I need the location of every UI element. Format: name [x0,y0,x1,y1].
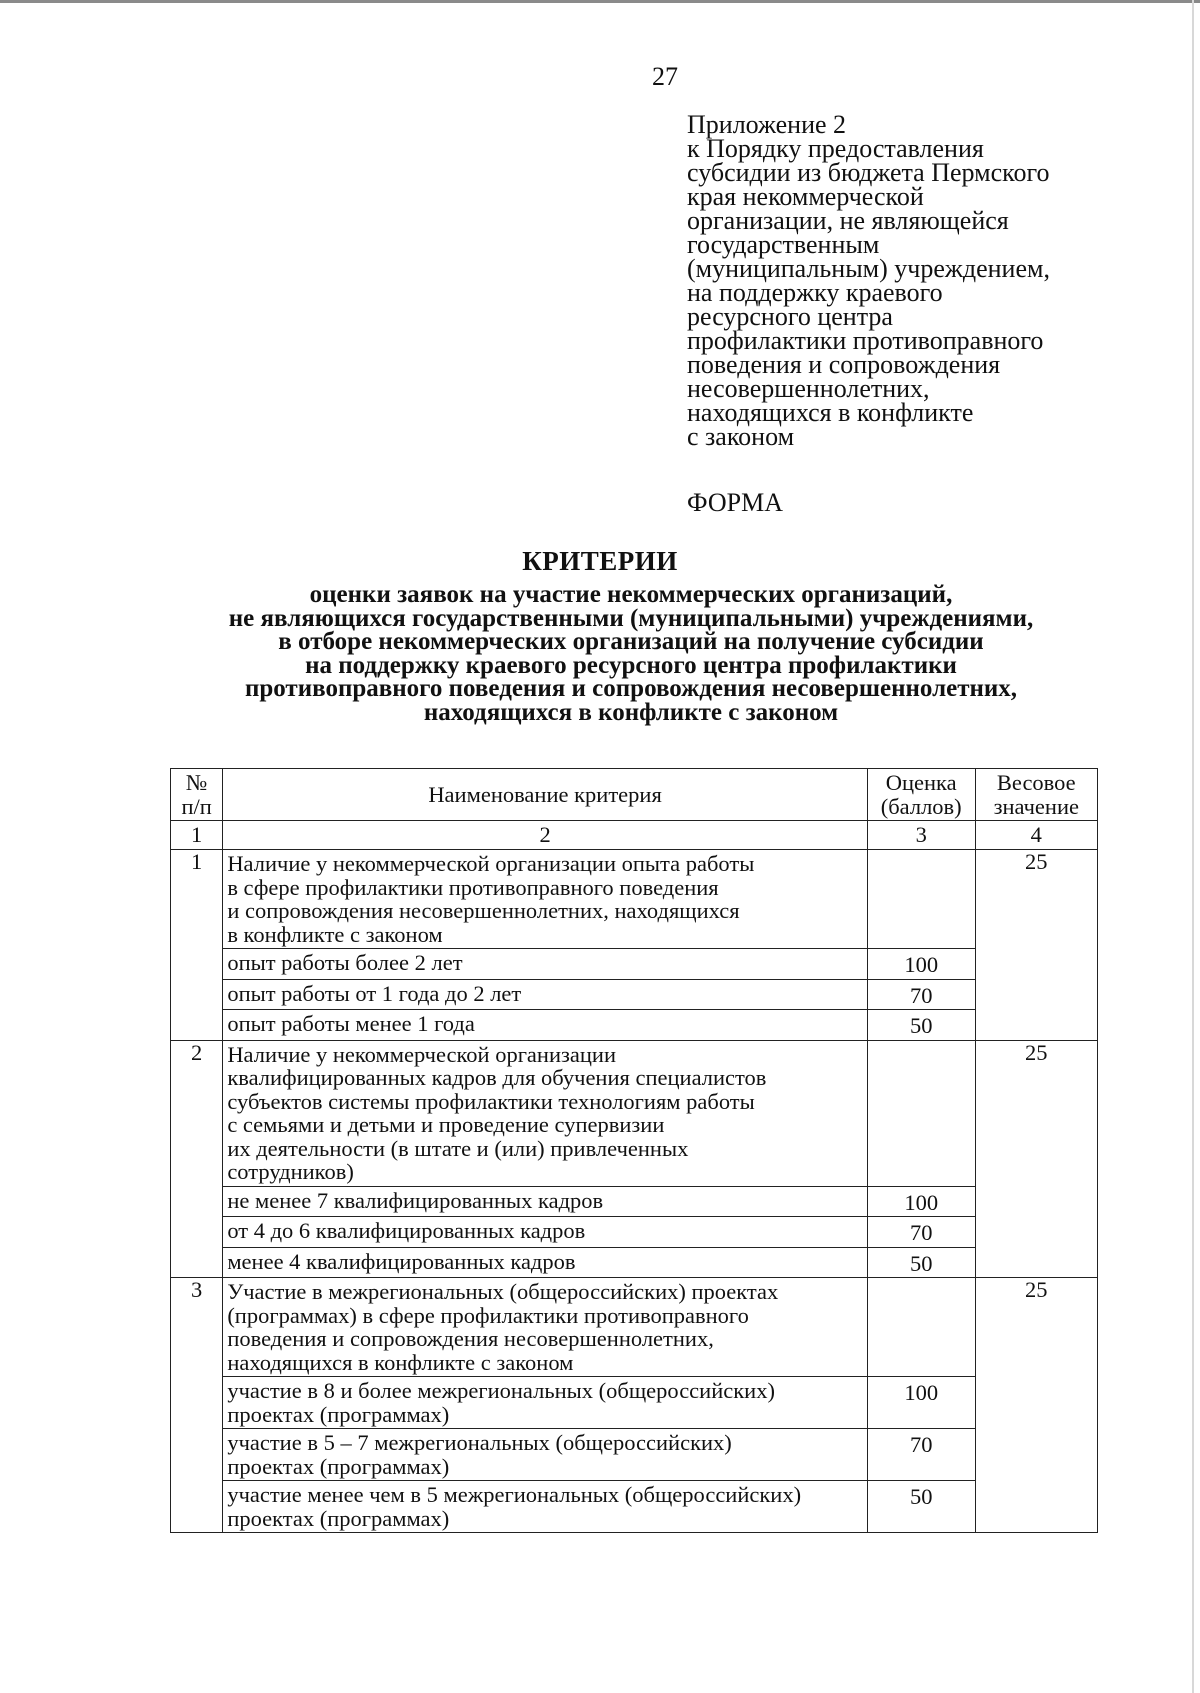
subtitle-line: оценки заявок на участие некоммерческих организаций, [309,581,953,608]
document-title: КРИТЕРИИ [522,546,678,576]
option-score: 100 [867,1377,975,1429]
option-label: опыт работы менее 1 года [223,1010,868,1041]
header-name: Наименование критерия [223,769,868,821]
table-header-row [171,769,1098,821]
option-label: не менее 7 квалифицированных кадров [223,1186,868,1217]
appendix-line: ресурсного центра [687,302,893,331]
option-score: 50 [867,1247,975,1278]
appendix-line: несовершеннолетних, [687,374,930,403]
appendix-line: на поддержку краевого [687,278,943,307]
appendix-line: Приложение 2 [687,110,847,139]
option-score: 70 [867,979,975,1010]
criterion-weight: 25 [975,1040,1097,1278]
criterion-name: Наличие у некоммерческой организации квалифицированных кадров для обучения специалистов субъектов системы профилактики технологиям работы с семьями и детьми и проведение супервизии их деятельности (в штате и (или) привлеченных сотрудников) [223,1040,868,1186]
column-index-row [171,821,1098,850]
option-score: 100 [867,949,975,980]
scan-right-edge [1192,0,1194,1693]
option-score: 70 [867,1217,975,1248]
header-weight: Весовое значение [975,769,1097,821]
criterion-weight: 25 [975,850,1097,1041]
column-index: 3 [867,821,975,850]
option-label: от 4 до 6 квалифицированных кадров [223,1217,868,1248]
criterion-number: 1 [171,850,223,1041]
column-index: 2 [223,821,868,850]
criterion-score-empty [867,850,975,949]
appendix-line: профилактики противоправного [687,326,1044,355]
appendix-line: края некоммерческой [687,182,924,211]
form-label: ФОРМА [687,488,783,517]
criterion-name: Наличие у некоммерческой организации опыта работы в сфере профилактики противоправного поведения и сопровождения несовершеннолетних, находящихся в конфликте с законом [223,850,868,949]
option-row [171,1217,1098,1248]
appendix-line: находящихся в конфликте [687,398,974,427]
subtitle-line: противоправного поведения и сопровождения несовершеннолетних, [244,675,1018,702]
scan-top-edge [0,0,1200,3]
header-score: Оценка (баллов) [867,769,975,821]
appendix-block [687,110,1107,451]
criterion-score-empty [867,1040,975,1186]
appendix-line: к Порядку предоставления [687,134,984,163]
appendix-line: государственным [687,230,880,259]
option-score: 50 [867,1010,975,1041]
criterion-row [171,850,1098,949]
subtitle-line: не являющихся государственными (муниципальными) учреждениями, [228,604,1034,632]
criteria-table [170,768,1098,1533]
criterion-number: 2 [171,1040,223,1278]
option-row [171,979,1098,1010]
appendix-line: поведения и сопровождения [687,350,1001,379]
appendix-line: организации, не являющейся [687,206,1009,235]
option-label: менее 4 квалифицированных кадров [223,1247,868,1278]
option-label: участие менее чем в 5 межрегиональных (общероссийских) проектах (программах) [223,1481,868,1533]
criterion-row [171,1278,1098,1377]
criterion-row [171,1040,1098,1186]
option-row [171,1481,1098,1533]
criterion-name: Участие в межрегиональных (общероссийских) проектах (программах) в сфере профилактики противоправного поведения и сопровождения несовершеннолетних, находящихся в конфликте с законом [223,1278,868,1377]
header-num: № п/п [171,769,223,821]
subtitle-line: в отборе некоммерческих организаций на получение субсидии [278,628,984,655]
option-row [171,1186,1098,1217]
option-row [171,949,1098,980]
option-row [171,1377,1098,1429]
option-label: участие в 8 и более межрегиональных (общероссийских) проектах (программах) [223,1377,868,1429]
criterion-number: 3 [171,1278,223,1533]
criterion-score-empty [867,1278,975,1377]
page-number: 27 [652,62,678,91]
option-row [171,1010,1098,1041]
option-score: 70 [867,1429,975,1481]
option-label: участие в 5 – 7 межрегиональных (общероссийских) проектах (программах) [223,1429,868,1481]
option-row [171,1429,1098,1481]
criterion-weight: 25 [975,1278,1097,1533]
option-score: 50 [867,1481,975,1533]
column-index: 1 [171,821,223,850]
option-score: 100 [867,1186,975,1217]
option-row [171,1247,1098,1278]
column-index: 4 [975,821,1097,850]
document-subtitle [0,583,1200,724]
appendix-line: субсидии из бюджета Пермского [687,158,1050,187]
subtitle-line: на поддержку краевого ресурсного центра профилактики [305,651,957,679]
appendix-line: (муниципальным) учреждением, [687,254,1050,283]
subtitle-line: находящихся в конфликте с законом [423,698,839,726]
option-label: опыт работы от 1 года до 2 лет [223,979,868,1010]
option-label: опыт работы более 2 лет [223,949,868,980]
appendix-line: с законом [687,422,795,451]
